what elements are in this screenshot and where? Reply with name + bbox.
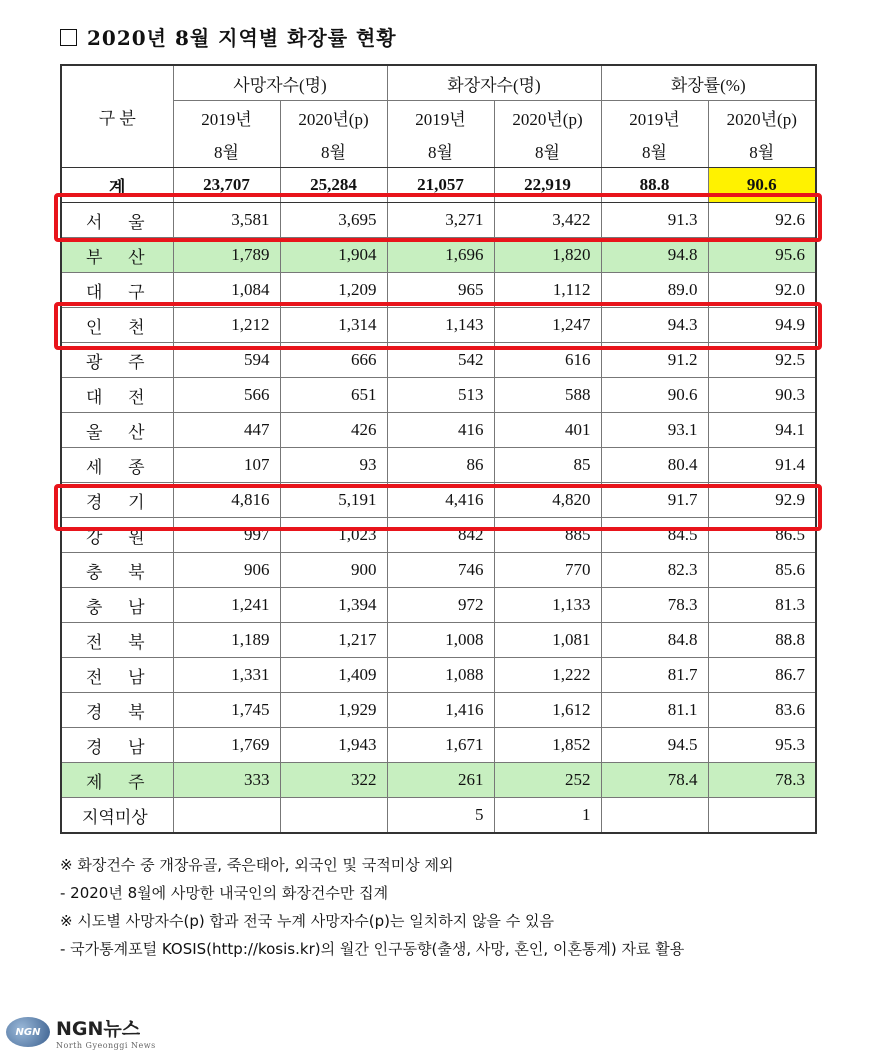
value-cell: 22,919 [494,168,601,203]
value-cell: 1,820 [494,238,601,273]
region-name-char: 북 [128,562,145,582]
value-cell: 78.3 [601,588,708,623]
value-cell: 4,816 [173,483,280,518]
table-row [61,378,816,413]
value-cell: 78.3 [708,763,816,798]
value-cell: 92.0 [708,273,816,308]
value-cell: 401 [494,413,601,448]
value-cell: 842 [387,518,494,553]
value-cell: 94.5 [601,728,708,763]
table-row [61,588,816,623]
table-row [61,448,816,483]
region-name-char: 남 [128,597,145,617]
region-name-cell: 지역미상 [61,798,173,834]
region-name-char: 전 [86,667,103,687]
value-cell: 88.8 [601,168,708,203]
value-cell: 90.3 [708,378,816,413]
value-cell: 90.6 [601,378,708,413]
value-cell: 93 [280,448,387,483]
region-name-cell [61,378,173,413]
region-name-char: 광 [86,352,103,372]
value-cell: 1,209 [280,273,387,308]
value-cell: 1,394 [280,588,387,623]
region-name-char: 경 [86,492,103,512]
value-cell: 1,612 [494,693,601,728]
value-cell [280,798,387,834]
value-cell: 89.0 [601,273,708,308]
region-name-char: 기 [128,492,145,512]
year-header: 2020년(p) [708,101,816,135]
year-header: 2020년(p) [280,101,387,135]
region-name-cell [61,413,173,448]
value-cell: 81.7 [601,658,708,693]
value-cell: 1,696 [387,238,494,273]
value-cell: 85 [494,448,601,483]
value-cell: 1,929 [280,693,387,728]
value-cell: 92.5 [708,343,816,378]
highlight-box-gyeonggi [54,484,822,531]
footnote: - 2020년 8월에 사망한 내국인의 화장건수만 집계 [60,884,389,902]
region-name-cell [61,763,173,798]
value-cell: 906 [173,553,280,588]
region-name-char: 원 [128,527,145,547]
value-cell: 1,789 [173,238,280,273]
region-name-char: 종 [128,457,145,477]
value-cell: 447 [173,413,280,448]
region-name-char: 부 [86,247,103,267]
region-name-char: 주 [128,352,145,372]
month-header: 8월 [173,134,280,168]
value-cell: 107 [173,448,280,483]
checkbox-square-icon [60,29,77,46]
region-name-char: 대 [86,282,103,302]
value-cell: 86 [387,448,494,483]
table-row [61,553,816,588]
value-cell: 965 [387,273,494,308]
region-name-cell [61,553,173,588]
value-cell: 426 [280,413,387,448]
table-row [61,728,816,763]
region-name-char: 경 [86,737,103,757]
value-cell: 900 [280,553,387,588]
region-name-cell [61,658,173,693]
value-cell: 1,745 [173,693,280,728]
month-header: 8월 [708,134,816,168]
value-cell: 1,416 [387,693,494,728]
table-row [61,413,816,448]
value-cell: 3,271 [387,203,494,238]
value-cell: 416 [387,413,494,448]
value-cell: 1,088 [387,658,494,693]
value-cell: 94.9 [708,308,816,343]
value-cell: 23,707 [173,168,280,203]
value-cell: 91.4 [708,448,816,483]
value-cell: 3,695 [280,203,387,238]
value-cell: 1,409 [280,658,387,693]
value-cell: 85.6 [708,553,816,588]
footnote: ※ 시도별 사망자수(p) 합과 전국 누계 사망자수(p)는 일치하지 않을 수 있음 [60,912,554,930]
value-cell: 78.4 [601,763,708,798]
table-row [61,763,816,798]
value-cell: 972 [387,588,494,623]
region-name-cell [61,728,173,763]
value-cell: 261 [387,763,494,798]
cremation-rate-group-header: 화장률(%) [601,65,816,101]
value-cell: 84.5 [601,518,708,553]
footnote: ※ 화장건수 중 개장유골, 죽은태아, 외국인 및 국적미상 제외 [60,856,454,874]
value-cell: 1,112 [494,273,601,308]
value-cell: 91.2 [601,343,708,378]
value-cell: 594 [173,343,280,378]
value-cell: 1,133 [494,588,601,623]
region-name-cell [61,623,173,658]
value-cell: 5 [387,798,494,834]
region-name-char: 강 [86,527,103,547]
value-cell: 94.3 [601,308,708,343]
region-name-cell: 계 [61,168,173,203]
value-cell: 84.8 [601,623,708,658]
value-cell: 1,247 [494,308,601,343]
value-cell: 92.6 [708,203,816,238]
value-cell: 91.3 [601,203,708,238]
month-header: 8월 [387,134,494,168]
category-header: 구 분 [61,65,173,168]
region-name-char: 남 [128,667,145,687]
value-cell: 1,222 [494,658,601,693]
table-row [61,238,816,273]
value-cell: 94.1 [708,413,816,448]
value-cell: 566 [173,378,280,413]
value-cell: 4,416 [387,483,494,518]
value-cell [601,798,708,834]
value-cell: 86.5 [708,518,816,553]
year-header: 2020년(p) [494,101,601,135]
value-cell: 95.6 [708,238,816,273]
highlight-box-seoul [54,193,822,242]
deaths-group-header: 사망자수(명) [173,65,387,101]
value-cell: 3,581 [173,203,280,238]
region-name-char: 남 [128,737,145,757]
value-cell: 1,143 [387,308,494,343]
cremation-rate-table [60,64,817,834]
value-cell: 1,008 [387,623,494,658]
ngn-logo-icon: NGN [6,1017,50,1047]
footnote: - 국가통계포털 KOSIS(http://kosis.kr)의 월간 인구동향(출생, 사망, 혼인, 이혼통계) 자료 활용 [60,940,685,958]
value-cell [708,798,816,834]
region-name-char: 구 [128,282,145,302]
region-name-char: 전 [128,387,145,407]
value-cell: 542 [387,343,494,378]
region-name-char: 제 [86,772,103,792]
month-header: 8월 [494,134,601,168]
value-cell: 25,284 [280,168,387,203]
highlight-box-incheon [54,302,822,350]
value-cell: 92.9 [708,483,816,518]
value-cell: 81.3 [708,588,816,623]
value-cell: 1,217 [280,623,387,658]
total-rate-2020-cell: 90.6 [708,168,816,203]
value-cell: 1,943 [280,728,387,763]
value-cell: 1,671 [387,728,494,763]
value-cell: 1,023 [280,518,387,553]
table-row [61,658,816,693]
value-cell: 513 [387,378,494,413]
value-cell: 1 [494,798,601,834]
region-name-char: 충 [86,597,103,617]
table-row [61,798,816,834]
value-cell: 616 [494,343,601,378]
year-header: 2019년 [173,101,280,135]
value-cell: 1,769 [173,728,280,763]
value-cell: 1,081 [494,623,601,658]
value-cell: 82.3 [601,553,708,588]
value-cell: 5,191 [280,483,387,518]
value-cell: 94.8 [601,238,708,273]
value-cell: 1,241 [173,588,280,623]
value-cell: 21,057 [387,168,494,203]
region-name-char: 울 [86,422,103,442]
region-name-char: 전 [86,632,103,652]
value-cell: 770 [494,553,601,588]
value-cell: 86.7 [708,658,816,693]
value-cell: 1,904 [280,238,387,273]
region-name-char: 서 [86,212,103,232]
value-cell: 83.6 [708,693,816,728]
value-cell: 81.1 [601,693,708,728]
value-cell: 252 [494,763,601,798]
logo-brand-text: NGN뉴스 [56,1018,141,1040]
region-name-char: 천 [128,317,145,337]
region-name-char: 경 [86,702,103,722]
ngn-news-logo [6,1014,156,1050]
region-name-char: 주 [128,772,145,792]
month-header: 8월 [280,134,387,168]
value-cell [173,798,280,834]
value-cell: 3,422 [494,203,601,238]
footnotes [60,858,840,970]
region-name-char: 충 [86,562,103,582]
value-cell: 1,189 [173,623,280,658]
value-cell: 666 [280,343,387,378]
value-cell: 4,820 [494,483,601,518]
value-cell: 1,331 [173,658,280,693]
region-name-char: 북 [128,702,145,722]
year-header: 2019년 [601,101,708,135]
value-cell: 80.4 [601,448,708,483]
value-cell: 88.8 [708,623,816,658]
year-header: 2019년 [387,101,494,135]
value-cell: 333 [173,763,280,798]
value-cell: 95.3 [708,728,816,763]
month-header: 8월 [601,134,708,168]
value-cell: 91.7 [601,483,708,518]
logo-subtitle: North Gyeonggi News [56,1041,156,1050]
region-name-char: 울 [128,212,145,232]
region-name-cell [61,448,173,483]
value-cell: 1,314 [280,308,387,343]
region-name-char: 산 [128,247,145,267]
region-name-cell [61,693,173,728]
document-title: 2020년 8월 지역별 화장률 현황 [60,22,397,51]
region-name-char: 산 [128,422,145,442]
value-cell: 1,084 [173,273,280,308]
region-name-char: 북 [128,632,145,652]
region-name-cell [61,238,173,273]
value-cell: 997 [173,518,280,553]
value-cell: 1,852 [494,728,601,763]
region-name-char: 세 [86,457,103,477]
table-row [61,693,816,728]
cremations-group-header: 화장자수(명) [387,65,601,101]
value-cell: 588 [494,378,601,413]
value-cell: 885 [494,518,601,553]
value-cell: 322 [280,763,387,798]
value-cell: 1,212 [173,308,280,343]
value-cell: 746 [387,553,494,588]
region-name-char: 인 [86,317,103,337]
value-cell: 651 [280,378,387,413]
value-cell: 93.1 [601,413,708,448]
region-name-cell [61,588,173,623]
table-row [61,623,816,658]
region-name-char: 대 [86,387,103,407]
